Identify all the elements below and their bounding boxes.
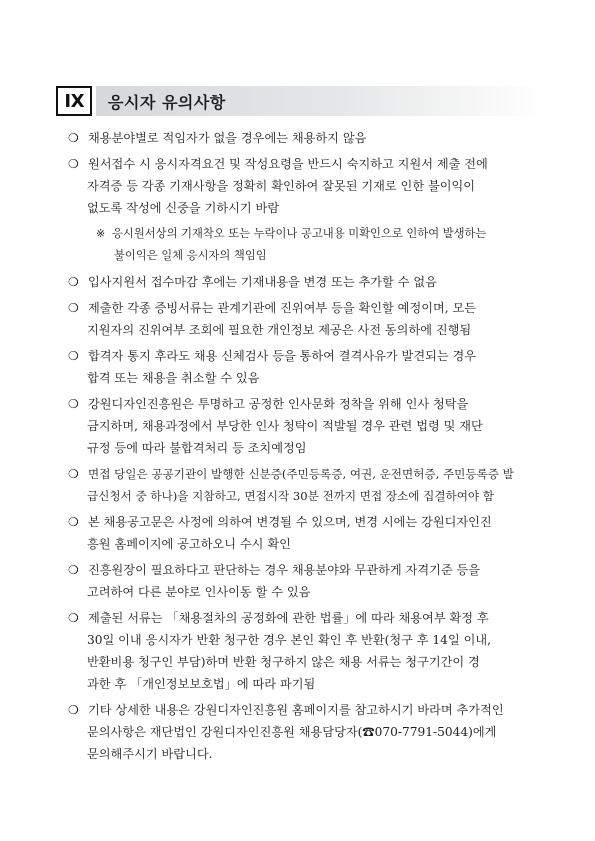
circle-bullet-icon: ❍: [68, 515, 79, 529]
item-text-line: 문의해주시기 바랍니다.: [87, 747, 213, 761]
item-text-line: 지원자의 진위여부 조회에 필요한 개인정보 제공은 사전 동의하에 진행됨: [87, 323, 472, 337]
item-text-line: 규정 등에 따라 불합격처리 등 조치예정임: [87, 441, 307, 455]
list-item: [68, 153, 548, 219]
section-header: [56, 86, 546, 116]
circle-bullet-icon: ❍: [68, 467, 79, 481]
note-mark-icon: ※: [96, 227, 106, 240]
item-text-line: 채용분야별로 적임자가 없을 경우에는 채용하지 않음: [88, 131, 367, 145]
item-text-line: 면접 당일은 공공기관이 발행한 신분증(주민등록증, 여권, 운전면허증, 주민등록증 발: [88, 467, 514, 481]
item-spacer: [68, 765, 548, 769]
circle-bullet-icon: ❍: [68, 157, 79, 171]
list-item: [68, 297, 548, 341]
list-item: [68, 127, 548, 149]
item-text-line: 불이익은 일체 응시자의 책임임: [114, 249, 267, 262]
notice-list: [68, 127, 548, 769]
item-text-line: 과한 후 「개인정보보호법」에 따라 파기됨: [87, 677, 316, 691]
item-text-line: 흥원 홈페이지에 공고하오니 수시 확인: [87, 537, 291, 551]
item-text-line: 입사지원서 접수마감 후에는 기재내용을 변경 또는 추가할 수 없음: [88, 275, 437, 289]
circle-bullet-icon: ❍: [68, 131, 79, 145]
item-text-line: 제출된 서류는 「채용절차의 공정화에 관한 법률」에 따라 채용여부 확정 후: [88, 611, 489, 625]
section-title-bar: [96, 86, 546, 116]
item-text-line: 응시원서상의 기재착오 또는 누락이나 공고내용 미확인으로 인하여 발생하는: [112, 227, 487, 240]
item-text-line: 기타 상세한 내용은 강원디자인진흥원 홈페이지를 참고하시기 바라며 추가적인: [88, 703, 504, 717]
circle-bullet-icon: ❍: [68, 397, 79, 411]
item-text-line: 원서접수 시 응시자격요건 및 작성요령을 반드시 숙지하고 지원서 제출 전에: [88, 157, 488, 171]
list-item: [68, 271, 548, 293]
circle-bullet-icon: ❍: [68, 349, 79, 363]
item-text-line: 없도록 작성에 신중을 기하시기 바람: [87, 201, 280, 215]
circle-bullet-icon: ❍: [68, 301, 79, 315]
section-number: Ⅸ: [64, 90, 84, 112]
item-text-line: 진흥원장이 필요하다고 판단하는 경우 채용분야와 무관하게 자격기준 등을: [88, 563, 481, 577]
item-text-line: 고려하여 다른 분야로 인사이동 할 수 있음: [87, 585, 311, 599]
list-item: [68, 393, 548, 459]
circle-bullet-icon: ❍: [68, 611, 79, 625]
list-item: [68, 511, 548, 555]
item-text-line: 제출한 각종 증빙서류는 관계기관에 진위여부 등을 확인할 예정이며, 모든: [88, 301, 477, 315]
circle-bullet-icon: ❍: [68, 563, 79, 577]
list-item: [68, 345, 548, 389]
note-item: [68, 223, 548, 267]
item-text-line: 강원디자인진흥원은 투명하고 공정한 인사문화 정착을 위해 인사 청탁을: [88, 397, 469, 411]
list-item: [68, 463, 548, 507]
section-title: 응시자 유의사항: [108, 92, 226, 112]
item-text-line: 30일 이내 응시자가 반환 청구한 경우 본인 확인 후 반환(청구 후 14일 이내,: [87, 633, 492, 647]
item-text-line: 합격 또는 채용을 취소할 수 있음: [87, 371, 260, 385]
list-item: [68, 607, 548, 695]
list-item: [68, 559, 548, 603]
list-item: [68, 699, 548, 765]
item-text-line: 반환비용 청구인 부담)하며 반환 청구하지 않은 채용 서류는 청구기간이 경: [87, 655, 480, 669]
item-text-line: 합격자 통지 후라도 채용 신체검사 등을 통하여 결격사유가 발견되는 경우: [88, 349, 477, 363]
circle-bullet-icon: ❍: [68, 275, 79, 289]
circle-bullet-icon: ❍: [68, 703, 79, 717]
item-text-line: 자격증 등 각종 기재사항을 정확히 확인하여 잘못된 기재로 인한 불이익이: [87, 179, 476, 193]
item-text-line: 급신청서 중 하나)을 지참하고, 면접시작 30분 전까지 면접 장소에 집결하여야 함: [87, 489, 495, 503]
item-text-line: 본 채용공고문은 사정에 의하여 변경될 수 있으며, 변경 시에는 강원디자인진: [88, 515, 492, 529]
item-text-line: 금지하며, 채용과정에서 부당한 인사 청탁이 적발될 경우 관련 법령 및 재단: [87, 419, 483, 433]
section-number-box: [56, 86, 92, 116]
item-text-line: 문의사항은 재단법인 강원디자인진흥원 채용담당자(☎070-7791-5044)에게: [87, 725, 497, 739]
